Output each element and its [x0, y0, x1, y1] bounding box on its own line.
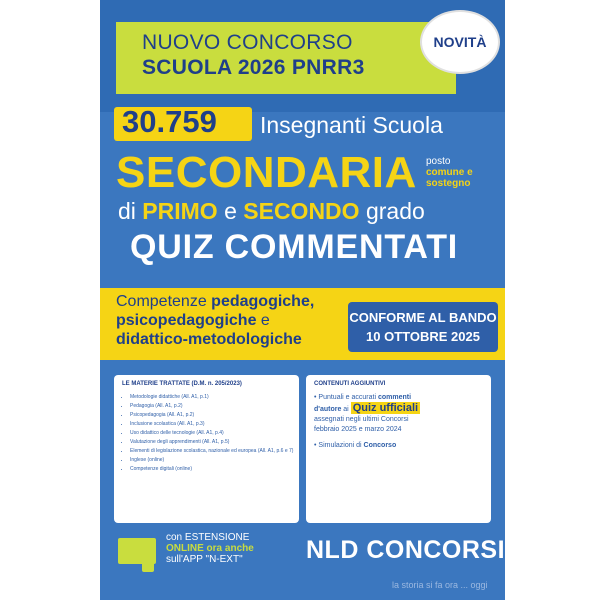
header-line-2: SCUOLA 2026 PNRR3	[142, 56, 365, 79]
contenuti-list	[314, 393, 484, 457]
list-item: • Pedagogia (All. A1, p.2)	[130, 402, 295, 411]
competenze-text: Competenze pedagogiche, psicopedagogiche e didattico-metodologiche	[116, 293, 315, 348]
list-item: • Competenze digitali (online)	[130, 465, 295, 474]
materie-panel	[114, 375, 299, 523]
materie-list	[120, 393, 295, 474]
online-extension: con ESTENSIONE ONLINE ora anche sull'APP "N-EXT"	[166, 532, 254, 565]
main-title: SECONDARIA	[116, 148, 417, 197]
list-item: • Psicopedagogia (All. A1, p.2)	[130, 411, 295, 420]
posto-note: posto comune e sostegno	[426, 156, 473, 189]
list-item: • Elementi di legislazione scolastica, nazionale ed europea (All. A1, p.6 e 7)	[130, 447, 295, 456]
book-cover	[100, 0, 505, 600]
quiz-title: QUIZ COMMENTATI	[130, 228, 459, 266]
list-item: • Metodologie didattiche (All. A1, p.1)	[130, 393, 295, 402]
list-item: • Valutazione degli apprendimenti (All. A1, p.5)	[130, 438, 295, 447]
list-item: • Inclusione scolastica (All. A1, p.3)	[130, 420, 295, 429]
phone-icon	[142, 552, 154, 572]
header-line-1: NUOVO CONCORSO	[142, 31, 353, 54]
publisher-tagline: la storia si fa ora ... oggi	[392, 580, 488, 590]
grade-line: di PRIMO e SECONDO grado	[118, 198, 425, 224]
list-item: • Simulazioni di Concorso	[314, 442, 397, 449]
list-item: • Inglese (online)	[130, 456, 295, 465]
bando-box: CONFORME AL BANDO 10 OTTOBRE 2025	[348, 302, 498, 352]
contenuti-title: CONTENUTI AGGIUNTIVI	[314, 381, 386, 387]
subject-label: Insegnanti Scuola	[260, 112, 443, 138]
contenuti-panel	[306, 375, 491, 523]
materie-title: LE MATERIE TRATTATE (D.M. n. 205/2023)	[122, 381, 242, 387]
novita-badge: NOVITÀ	[420, 10, 500, 74]
list-item: • Uso didattico delle tecnologie (All. A1, p.4)	[130, 429, 295, 438]
teachers-count: 30.759	[122, 104, 217, 139]
publisher-logo: NLD CONCORSI	[306, 536, 505, 564]
list-item: • Puntuali e accurati commenti d'autore ai Quiz ufficiali assegnati negli ultimi Concorsi febbraio 2025 e marzo 2024	[314, 394, 419, 433]
